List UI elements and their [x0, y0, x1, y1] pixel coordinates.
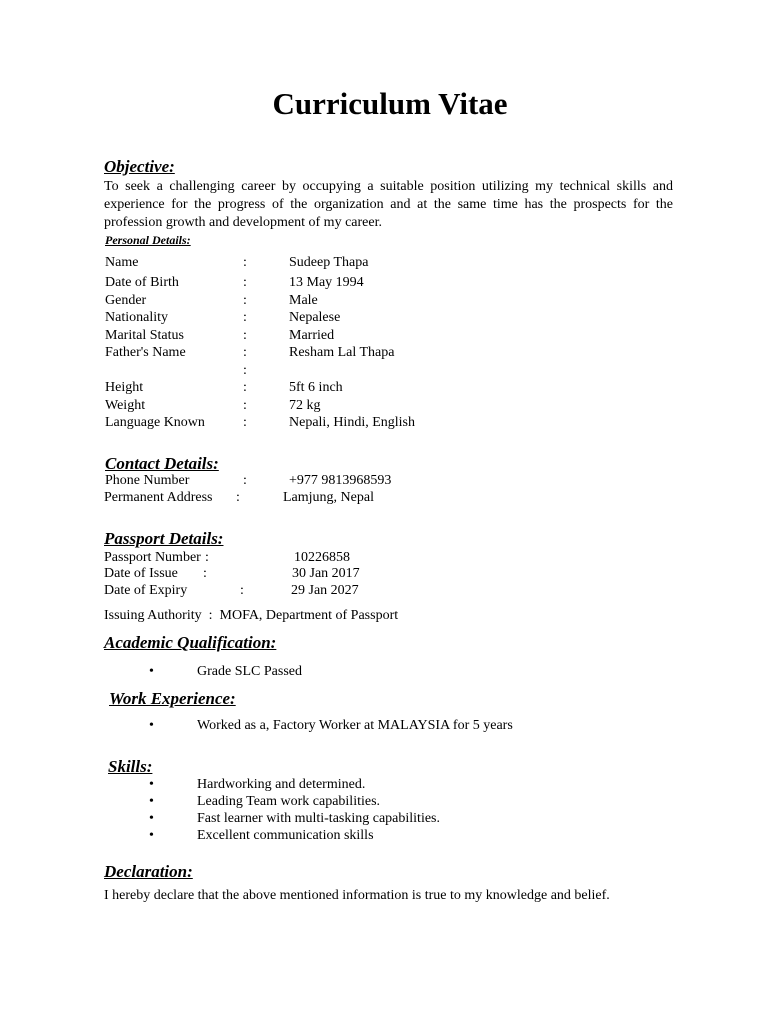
personal-value: 5ft 6 inch — [289, 380, 343, 395]
passport-label: Date of Issue — [104, 566, 178, 581]
academic-item: Grade SLC Passed — [197, 664, 302, 679]
personal-separator: : — [243, 345, 247, 360]
skill-item: Hardworking and determined. — [197, 777, 366, 792]
personal-separator: : — [243, 293, 247, 308]
passport-separator: : — [240, 583, 244, 598]
objective-text: To seek a challenging career by occupying a suitable position utilizing my technical skills and experience for the progress of the organization and at the same time has the prospects for the profession growth and development of my career. — [104, 179, 673, 230]
work-item: Worked as a, Factory Worker at MALAYSIA for 5 years — [197, 718, 513, 733]
passport-value: 30 Jan 2017 — [292, 566, 360, 581]
personal-value: Nepalese — [289, 310, 341, 325]
personal-value: 72 kg — [289, 398, 321, 413]
passport-details-heading: Passport Details: — [104, 529, 224, 548]
passport-value: 10226858 — [294, 550, 350, 565]
declaration-text: I hereby declare that the above mentioned information is true to my knowledge and belief. — [104, 888, 610, 903]
bullet-icon: • — [149, 828, 154, 843]
personal-details-heading: Personal Details: — [105, 233, 191, 247]
passport-label: Date of Expiry — [104, 583, 188, 598]
bullet-icon: • — [149, 794, 154, 809]
personal-label: Nationality — [105, 310, 168, 325]
personal-label: Height — [105, 380, 144, 395]
passport-value: 29 Jan 2027 — [291, 583, 359, 598]
personal-value: Nepali, Hindi, English — [289, 415, 415, 430]
personal-separator: : — [243, 328, 247, 343]
personal-value: Resham Lal Thapa — [289, 345, 395, 360]
personal-label: Weight — [105, 398, 146, 413]
contact-details-heading: Contact Details: — [105, 454, 219, 473]
declaration-heading: Declaration: — [104, 862, 193, 881]
bullet-icon: • — [149, 777, 154, 792]
contact-value: Lamjung, Nepal — [283, 490, 374, 505]
personal-label: Father's Name — [105, 345, 186, 360]
academic-qualification-heading: Academic Qualification: — [104, 633, 277, 652]
personal-value: Sudeep Thapa — [289, 255, 369, 270]
personal-label: Gender — [105, 293, 147, 308]
skill-item: Leading Team work capabilities. — [197, 794, 381, 809]
skills-heading: Skills: — [108, 757, 153, 776]
personal-value: Male — [289, 293, 318, 308]
passport-separator: : — [205, 550, 209, 565]
bullet-icon: • — [149, 718, 154, 733]
personal-separator: : — [243, 310, 247, 325]
personal-label: Date of Birth — [105, 275, 179, 290]
personal-separator: : — [243, 363, 247, 378]
personal-label: Marital Status — [105, 328, 184, 343]
bullet-icon: • — [149, 664, 154, 679]
contact-label: Phone Number — [105, 473, 190, 488]
personal-label: Name — [105, 255, 139, 270]
passport-separator: : — [203, 566, 207, 581]
bullet-icon: • — [149, 811, 154, 826]
work-experience-heading: Work Experience: — [109, 689, 236, 708]
objective-heading: Objective: — [104, 157, 175, 176]
personal-value: 13 May 1994 — [289, 275, 364, 290]
contact-separator: : — [236, 490, 240, 505]
passport-label: Passport Number — [104, 550, 201, 565]
contact-value: +977 9813968593 — [289, 473, 392, 488]
personal-separator: : — [243, 275, 247, 290]
issuing-authority: Issuing Authority : MOFA, Department of Passport — [104, 608, 399, 623]
personal-separator: : — [243, 255, 247, 270]
document-title: Curriculum Vitae — [272, 86, 508, 121]
contact-separator: : — [243, 473, 247, 488]
personal-separator: : — [243, 415, 247, 430]
skill-item: Fast learner with multi-tasking capabilities. — [197, 811, 440, 826]
skill-item: Excellent communication skills — [197, 828, 374, 843]
personal-label: Language Known — [105, 415, 205, 430]
personal-separator: : — [243, 398, 247, 413]
personal-value: Married — [289, 328, 335, 343]
personal-separator: : — [243, 380, 247, 395]
contact-label: Permanent Address — [104, 490, 213, 505]
